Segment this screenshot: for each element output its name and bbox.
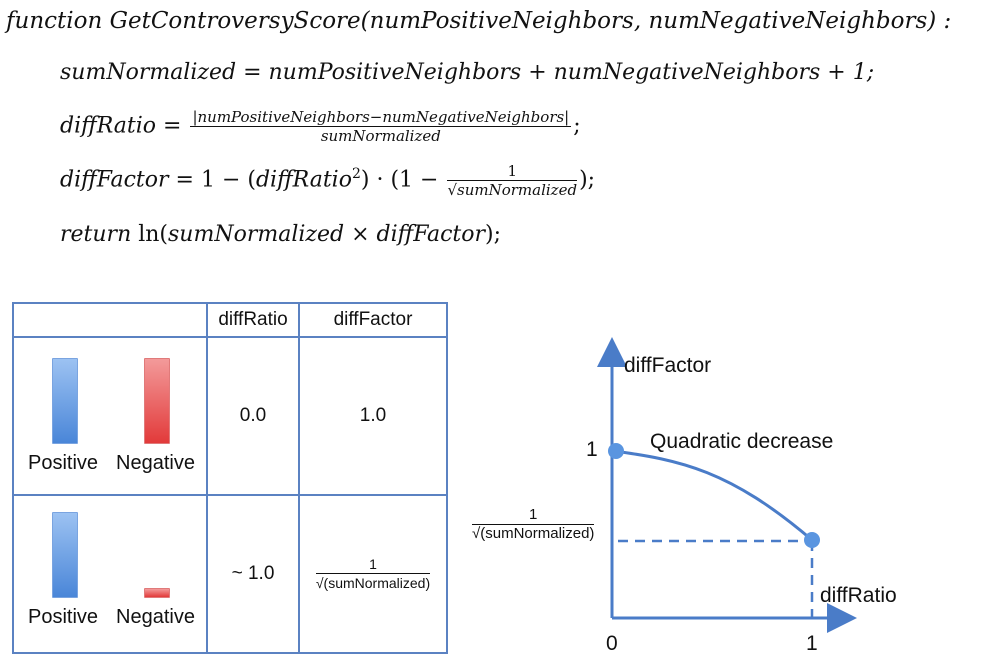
param-sep: ,	[633, 8, 649, 34]
diff-factor-lhs: diffFactor	[60, 167, 169, 193]
param-positive: numPositiveNeighbors	[369, 8, 634, 34]
header-diff-ratio: diffRatio	[207, 303, 299, 337]
x-tick-1: 1	[806, 632, 818, 655]
diff-factor-op: = 1 − (	[168, 167, 256, 193]
sum-lhs: sumNormalized	[60, 60, 237, 85]
start-point	[608, 443, 624, 459]
y-min-den: √(sumNormalized)	[472, 525, 595, 542]
row1-diff-ratio: 0.0	[207, 337, 299, 495]
diff-ratio-lhs: diffRatio	[60, 113, 157, 139]
negative-label: Negative	[116, 452, 195, 474]
row2-diff-factor-num: 1	[316, 555, 430, 574]
quadratic-curve	[614, 451, 812, 540]
return-fn: ln(	[131, 222, 169, 247]
y-tick-1: 1	[586, 438, 598, 461]
negative-label-2: Negative	[116, 606, 195, 628]
sum-rhs: numPositiveNeighbors + numNegativeNeighbors + 1;	[268, 60, 875, 85]
diff-ratio-op: =	[156, 113, 189, 139]
diff-factor-mid: ) · (1 −	[360, 167, 446, 193]
param-negative: numNegativeNeighbors	[648, 8, 928, 34]
signature-prefix: function GetControversyScore(	[6, 8, 370, 34]
diff-ratio-denominator: sumNormalized	[320, 127, 441, 145]
y-axis-label: diffFactor	[624, 354, 712, 377]
header-diff-factor: diffFactor	[299, 303, 447, 337]
diff-ratio-end: ;	[573, 113, 581, 139]
curve-label: Quadratic decrease	[650, 430, 834, 453]
return-end: );	[485, 222, 502, 247]
end-point	[804, 532, 820, 548]
y-min-num: 1	[472, 506, 594, 525]
y-min-fraction	[472, 506, 594, 543]
positive-label: Positive	[28, 452, 99, 474]
diff-factor-inner: diffRatio	[255, 167, 352, 193]
diff-factor-frac-den: √sumNormalized	[447, 181, 578, 199]
diff-factor-sup: 2	[351, 166, 361, 183]
row2-diff-ratio: ~ 1.0	[207, 495, 299, 653]
return-keyword: return	[60, 222, 132, 247]
row2-diff-factor-den: √(sumNormalized)	[315, 574, 431, 591]
sum-op: =	[236, 60, 269, 85]
x-axis-label: diffRatio	[820, 584, 897, 607]
signature-suffix: ) :	[927, 8, 952, 34]
return-body: sumNormalized × diffFactor	[168, 222, 486, 247]
positive-label-2: Positive	[28, 606, 99, 628]
x-tick-0: 0	[606, 632, 618, 655]
diff-ratio-numerator: |numPositiveNeighbors−numNegativeNeighbors|	[192, 108, 570, 126]
row1-diff-factor: 1.0	[299, 337, 447, 495]
diff-factor-frac-num: 1	[447, 162, 577, 181]
diff-factor-end: );	[579, 167, 596, 193]
